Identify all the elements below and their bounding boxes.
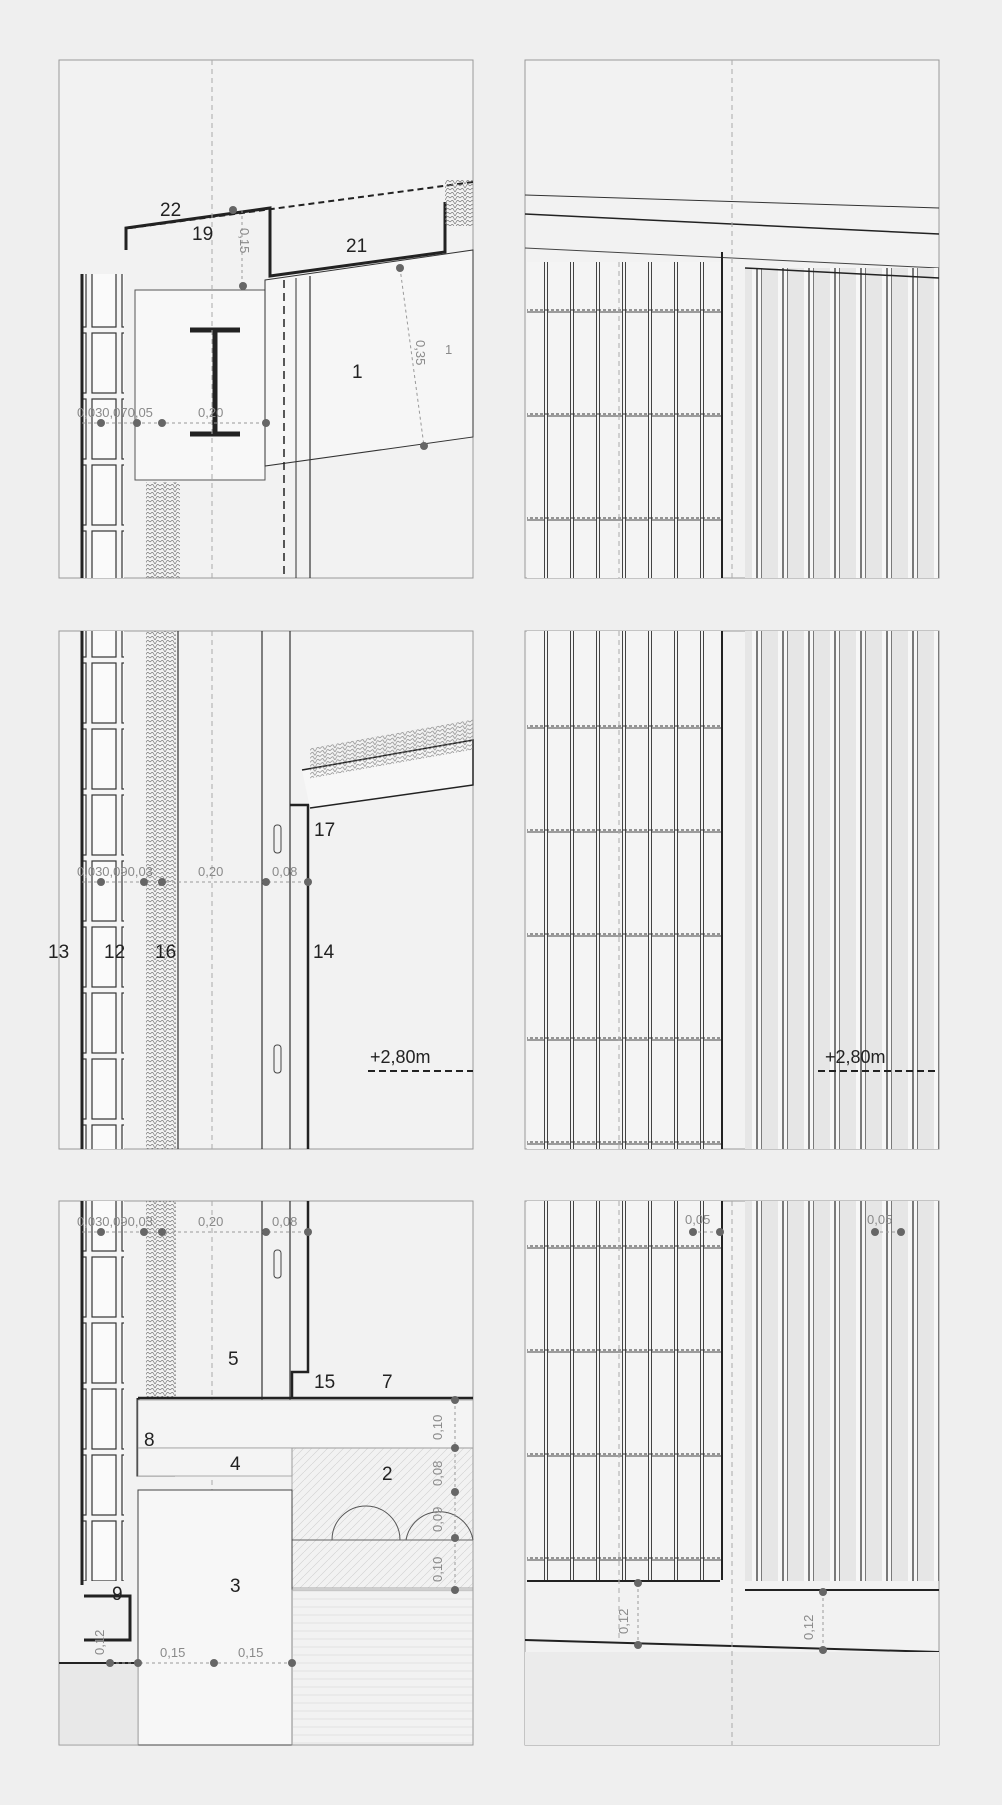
label-12: 12 [104,942,126,963]
label-13: 13 [48,942,70,963]
dim-top-0-20: 0,20 [198,405,224,420]
dim-bot-0-15-b: 0,15 [238,1645,264,1660]
level-elevation: +2,80m [825,1047,886,1067]
panel-roof-elevation [525,60,939,578]
label-16: 16 [155,942,177,963]
panel-middle-elevation [525,631,939,1149]
label-3: 3 [230,1576,241,1597]
label-22: 22 [160,200,182,221]
panel-middle-section [48,631,473,1149]
label-15: 15 [314,1372,336,1393]
dim-el-0-05-a: 0,05 [685,1212,711,1227]
dim-bot-0-20: 0,20 [198,1214,224,1229]
dim-bot-0-08: 0,08 [272,1214,298,1229]
dim-bot-0-10-a: 0,10 [430,1414,445,1440]
dim-mid-sequence: 0,030,090,03 [77,864,153,879]
panel-base-section [59,1201,473,1745]
label-8: 8 [144,1430,155,1451]
dim-bot-0-12: 0,12 [92,1629,107,1655]
panel-base-elevation [525,1201,939,1745]
label-9: 9 [112,1584,123,1605]
dim-bot-0-10-b: 0,10 [430,1556,445,1582]
label-1-small: 1 [445,342,453,357]
label-5: 5 [228,1349,239,1370]
label-19: 19 [192,224,214,245]
label-14: 14 [313,942,335,963]
dim-bot-0-08-b: 0,08 [430,1460,445,1486]
dim-el-0-05-b: 0,05 [867,1212,893,1227]
panel-roof-section [59,60,473,578]
label-1: 1 [352,362,363,383]
dim-el-0-12-a: 0,12 [616,1608,631,1634]
dim-bot-0-09: 0,09 [430,1506,445,1532]
dim-top-sequence: 0,030,070,05 [77,405,153,420]
dim-bot-0-15-a: 0,15 [160,1645,186,1660]
dim-top-0-35: 0,35 [413,340,428,366]
dim-bot-sequence: 0,030,090,03 [77,1214,153,1229]
label-4: 4 [230,1454,241,1475]
label-17: 17 [314,820,336,841]
dim-top-0-15: 0,15 [237,228,252,254]
dim-mid-0-20: 0,20 [198,864,224,879]
label-7: 7 [382,1372,393,1393]
dim-mid-0-08: 0,08 [272,864,298,879]
label-2: 2 [382,1464,393,1485]
label-21: 21 [346,236,368,257]
dim-el-0-12-b: 0,12 [801,1614,816,1640]
level-section: +2,80m [370,1047,431,1067]
